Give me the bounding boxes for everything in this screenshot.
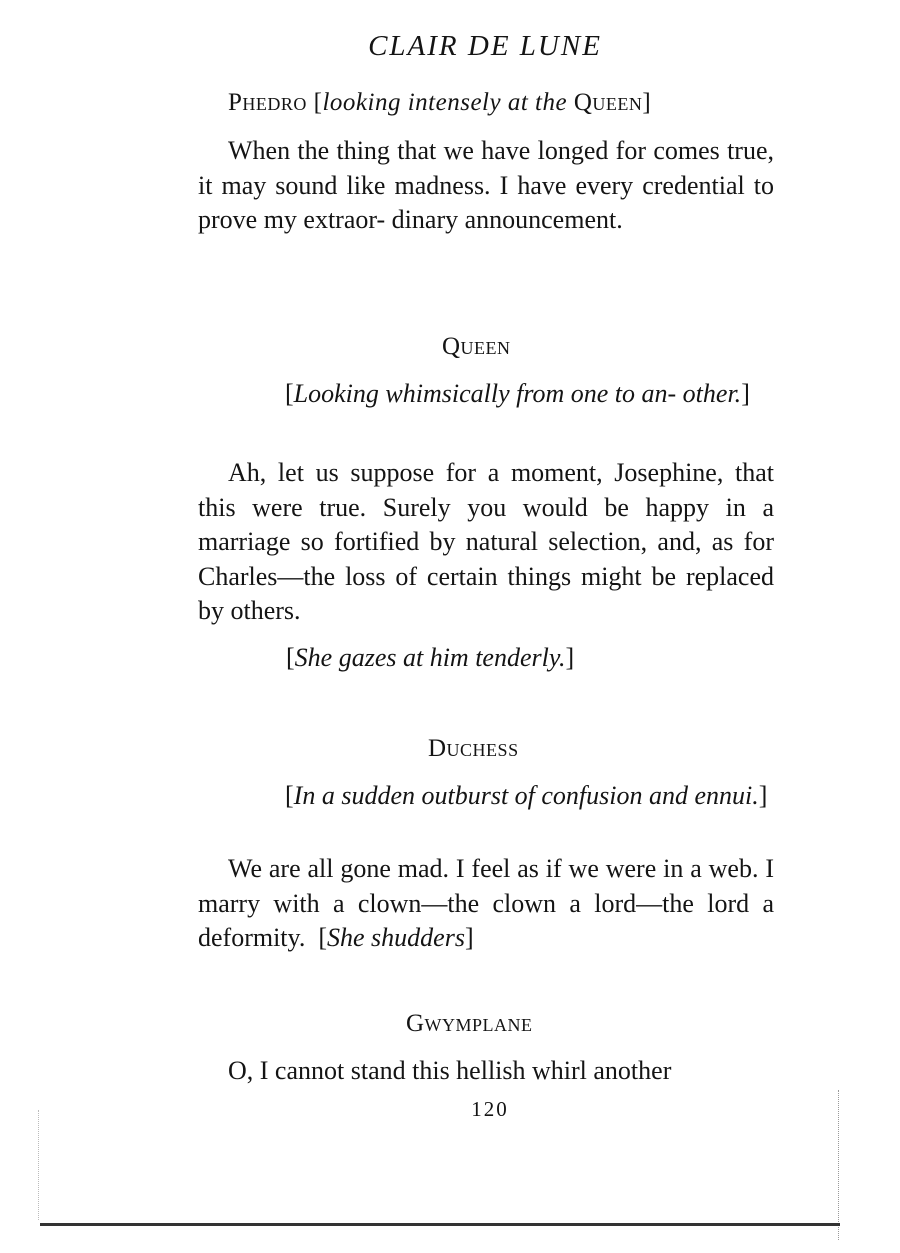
- speaker-name: Phedro: [228, 89, 307, 116]
- scan-edge-right: [838, 1090, 851, 1240]
- running-head: CLAIR DE LUNE: [368, 30, 602, 62]
- scan-bottom-edge: [40, 1223, 840, 1226]
- speech-queen: Ah, let us suppose for a moment, Josephine, that this were true. Surely you would be happy in a marriage so fortified by natural selection, and, as for Charles—the loss of certain things might be replaced by others.: [198, 458, 774, 625]
- inline-stage-direction: She shudders: [327, 923, 465, 952]
- stage-direction-name: Queen: [573, 89, 643, 116]
- page-number: 120: [471, 1097, 509, 1121]
- stage-direction: looking intensely at the: [322, 89, 568, 116]
- speaker-heading-gwymplane: Gwymplane: [406, 1010, 533, 1037]
- speech-duchess: We are all gone mad. I feel as if we were in a web. I marry with a clown—the clown a lord—the lord a deformity. [She shudders]: [198, 854, 774, 952]
- speaker-heading-duchess: Duchess: [428, 735, 519, 762]
- speech-phedro: When the thing that we have longed for comes true, it may sound like madness. I have every credential to prove my extraor- dinary announcement.: [198, 136, 774, 234]
- speech-gwymplane: O, I cannot stand this hellish whirl another: [228, 1056, 672, 1085]
- stage-direction-queen-gaze: [She gazes at him tenderly.]: [286, 643, 575, 672]
- stage-direction-duchess: [In a sudden outburst of confusion and ennui.]: [285, 781, 768, 810]
- speaker-heading-queen: Queen: [442, 333, 511, 360]
- speaker-heading-phedro: Phedro [looking intensely at the Queen]: [228, 89, 652, 116]
- stage-direction-queen: [Looking whimsically from one to an- other.]: [285, 379, 750, 408]
- scan-edge-left: [38, 1110, 41, 1220]
